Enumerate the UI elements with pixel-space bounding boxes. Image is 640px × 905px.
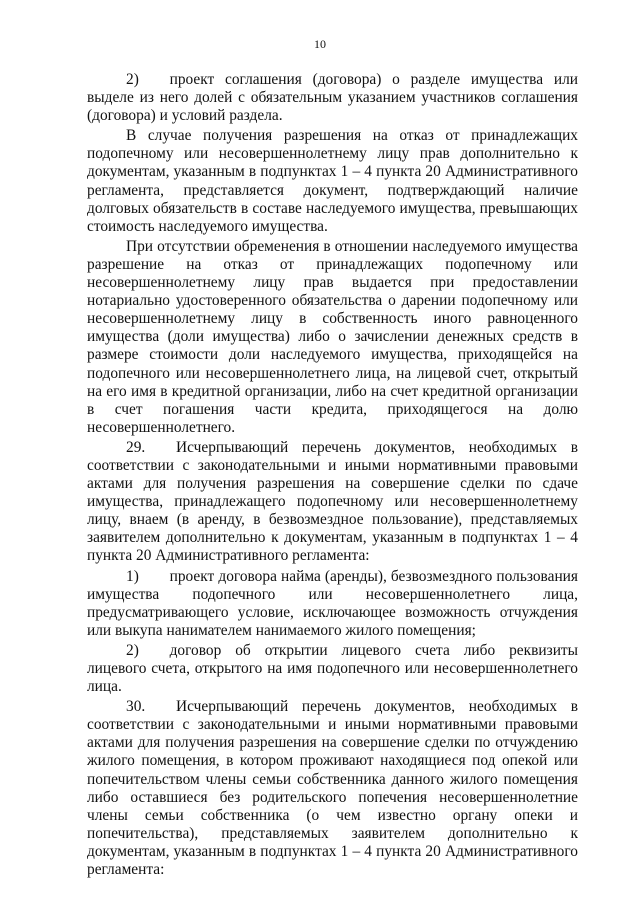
document-body bbox=[87, 71, 578, 881]
paragraph-item-2-draft-agreement: 2) проект соглашения (договора) о разделе имущества или выделе из него долей с обязательным указанием участников соглашения (договора) и условий раздела. bbox=[87, 71, 578, 125]
paragraph-30-alienation-documents: 30. Исчерпывающий перечень документов, необходимых в соответствии с законодательными и иными нормативными правовыми актами для получения разрешения на совершение сделки по отчуждению жилого помещения, в котором проживают находящиеся под опекой или попечительством члены семьи собственника данного жилого помещения либо оставшиеся без родительского попечения несовершеннолетние члены семьи собственника (о чем известно органу опеки и попечительства), представляемых заявителем дополнительно к документам, указанным в подпунктах 1 – 4 пункта 20 Административного регламента: bbox=[87, 698, 578, 879]
paragraph-no-encumbrance: При отсутствии обременения в отношении наследуемого имущества разрешение на отказ от принадлежащих подопечному или несовершеннолетнему лицу прав выдается при предоставлении нотариально удостоверенного обязательства о дарении подопечному или несовершеннолетнему лицу в собственность иного равноценного имущества (доли имущества) либо о зачислении денежных средств в размере стоимости доли наследуемого имущества, приходящейся на подопечного или несовершеннолетнего лица, на лицевой счет, открытый на его имя в кредитной организации, либо на счет кредитной организации в счет погашения части кредита, приходящегося на долю несовершеннолетнего. bbox=[87, 237, 578, 436]
page-number: 10 bbox=[314, 37, 326, 51]
paragraph-29-lease-documents: 29. Исчерпывающий перечень документов, необходимых в соответствии с законодательными и иными нормативными правовыми актами для получения разрешения на совершение сделки по сдаче имущества, принадлежащего подопечному или несовершеннолетнему лицу, внаем (в аренду, в безвозмездное пользование), представляемых заявителем дополнительно к документам, указанным в подпунктах 1 – 4 пункта 20 Административного регламента: bbox=[87, 438, 578, 565]
paragraph-item-1-lease-draft: 1) проект договора найма (аренды), безвозмездного пользования имущества подопечного или несовершеннолетнего лица, предусматривающего условие, исключающее возможность отчуждения или выкупа нанимателем нанимаемого жилого помещения; bbox=[87, 567, 578, 639]
paragraph-item-2-account: 2) договор об открытии лицевого счета либо реквизиты лицевого счета, открытого на имя подопечного или несовершеннолетнего лица. bbox=[87, 641, 578, 696]
paragraph-debt-obligations: В случае получения разрешения на отказ от принадлежащих подопечному или несовершеннолетнему лицу прав дополнительно к документам, указанным в подпунктах 1 – 4 пункта 20 Административного регламента, представляется документ, подтверждающий наличие долговых обязательств в составе наследуемого имущества, превышающих стоимость наследуемого имущества. bbox=[87, 127, 578, 235]
